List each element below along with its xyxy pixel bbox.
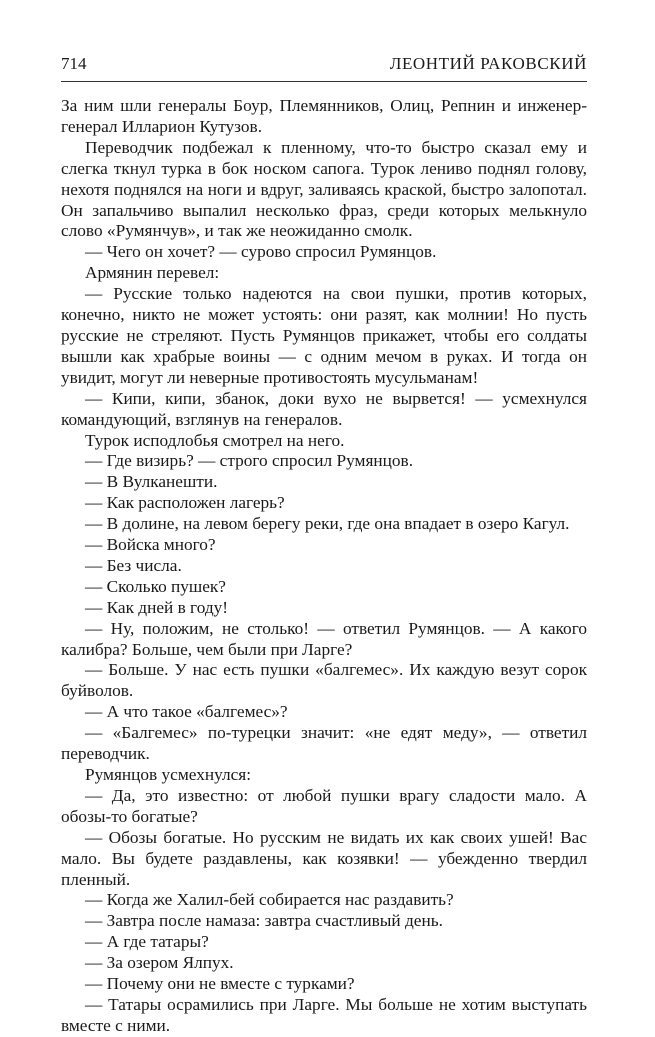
dialogue-line: — Чего он хочет? — сурово спросил Румянцов. — [85, 242, 437, 262]
dialogue-line: — Войска много? — [85, 535, 216, 555]
paragraph: Турок исподлобья смотрел на него. — [85, 430, 345, 450]
page-number: 714 — [61, 54, 87, 73]
dialogue-line: — В долине, на левом берегу реки, где она впадает в озеро Кагул. — [85, 514, 570, 534]
dialogue-line: — Почему они не вместе с турками? — [85, 974, 355, 994]
dialogue-line: — За озером Ялпух. — [85, 953, 234, 973]
dialogue-line: — Кипи, кипи, збанок, доки вухо не вырвется! — усмехнулся командующий, взглянув на генералов. — [61, 388, 587, 429]
paragraph: За ним шли генералы Боур, Племянников, Олиц, Репнин и инженер-генерал Илларион Кутузов. — [61, 96, 587, 136]
dialogue-line: — Завтра после намаза: завтра счастливый день. — [85, 911, 443, 931]
dialogue-line: — Ну, положим, не столько! — ответил Румянцов. — А какого калибра? Больше, чем были при Ларге? — [61, 618, 587, 659]
dialogue-line: — Без числа. — [85, 555, 182, 575]
page-header — [61, 52, 587, 76]
dialogue-line: — Сколько пушек? — [85, 576, 226, 596]
dialogue-line: — Больше. У нас есть пушки «балгемес». Их каждую везут сорок буйволов. — [61, 660, 587, 701]
dialogue-line: — А что такое «балгемес»? — [85, 702, 288, 722]
dialogue-line: — Да, это известно: от любой пушки врагу сладости мало. А обозы-то богатые? — [61, 785, 587, 826]
dialogue-line: — А где татары? — [85, 932, 209, 952]
dialogue-line: — Русские только надеются на свои пушки, против которых, конечно, никто не может устоять: они разят, как молнии! Но пусть русские не стреляют. Пусть Румянцов прикажет, чтобы его солдаты вышли как храбрые воины — с одним мечом в руках. И тогда он увидит, могут ли неверные противостоять мусульманам! — [61, 284, 587, 387]
running-title: ЛЕОНТИЙ РАКОВСКИЙ — [389, 54, 587, 73]
dialogue-line: — Обозы богатые. Но русским не видать их как своих ушей! Вас мало. Вы будете раздавлены, как козявки! — убежденно твердил пленный. — [61, 827, 587, 889]
body-text — [61, 96, 587, 1037]
dialogue-line: — «Балгемес» по-турецки значит: «не едят меду», — ответил переводчик. — [61, 723, 587, 764]
dialogue-line: — Когда же Халил-бей собирается нас раздавить? — [85, 890, 454, 910]
dialogue-line: — Как дней в году! — [85, 597, 229, 617]
paragraph: Армянин перевел: — [85, 263, 220, 283]
header-rule — [61, 81, 587, 82]
dialogue-line: — Где визирь? — строго спросил Румянцов. — [85, 451, 414, 471]
dialogue-line: — Как расположен лагерь? — [85, 493, 285, 513]
paragraph: Переводчик подбежал к пленному, что-то быстро сказал ему и слегка ткнул турка в бок носком сапога. Турок лениво поднял голову, нехотя поднялся на ноги и вдруг, заливаясь краской, быстро залопотал. Он запальчиво выпалил несколько фраз, среди которых мелькнуло слово «Румянчув», и так же неожиданно смолк. — [61, 137, 587, 241]
paragraph: Румянцов усмехнулся: — [85, 765, 252, 784]
dialogue-line: — В Вулканешти. — [85, 472, 218, 492]
dialogue-line: — Татары осрамились при Ларге. Мы больше не хотим выступать вместе с ними. — [61, 994, 587, 1035]
